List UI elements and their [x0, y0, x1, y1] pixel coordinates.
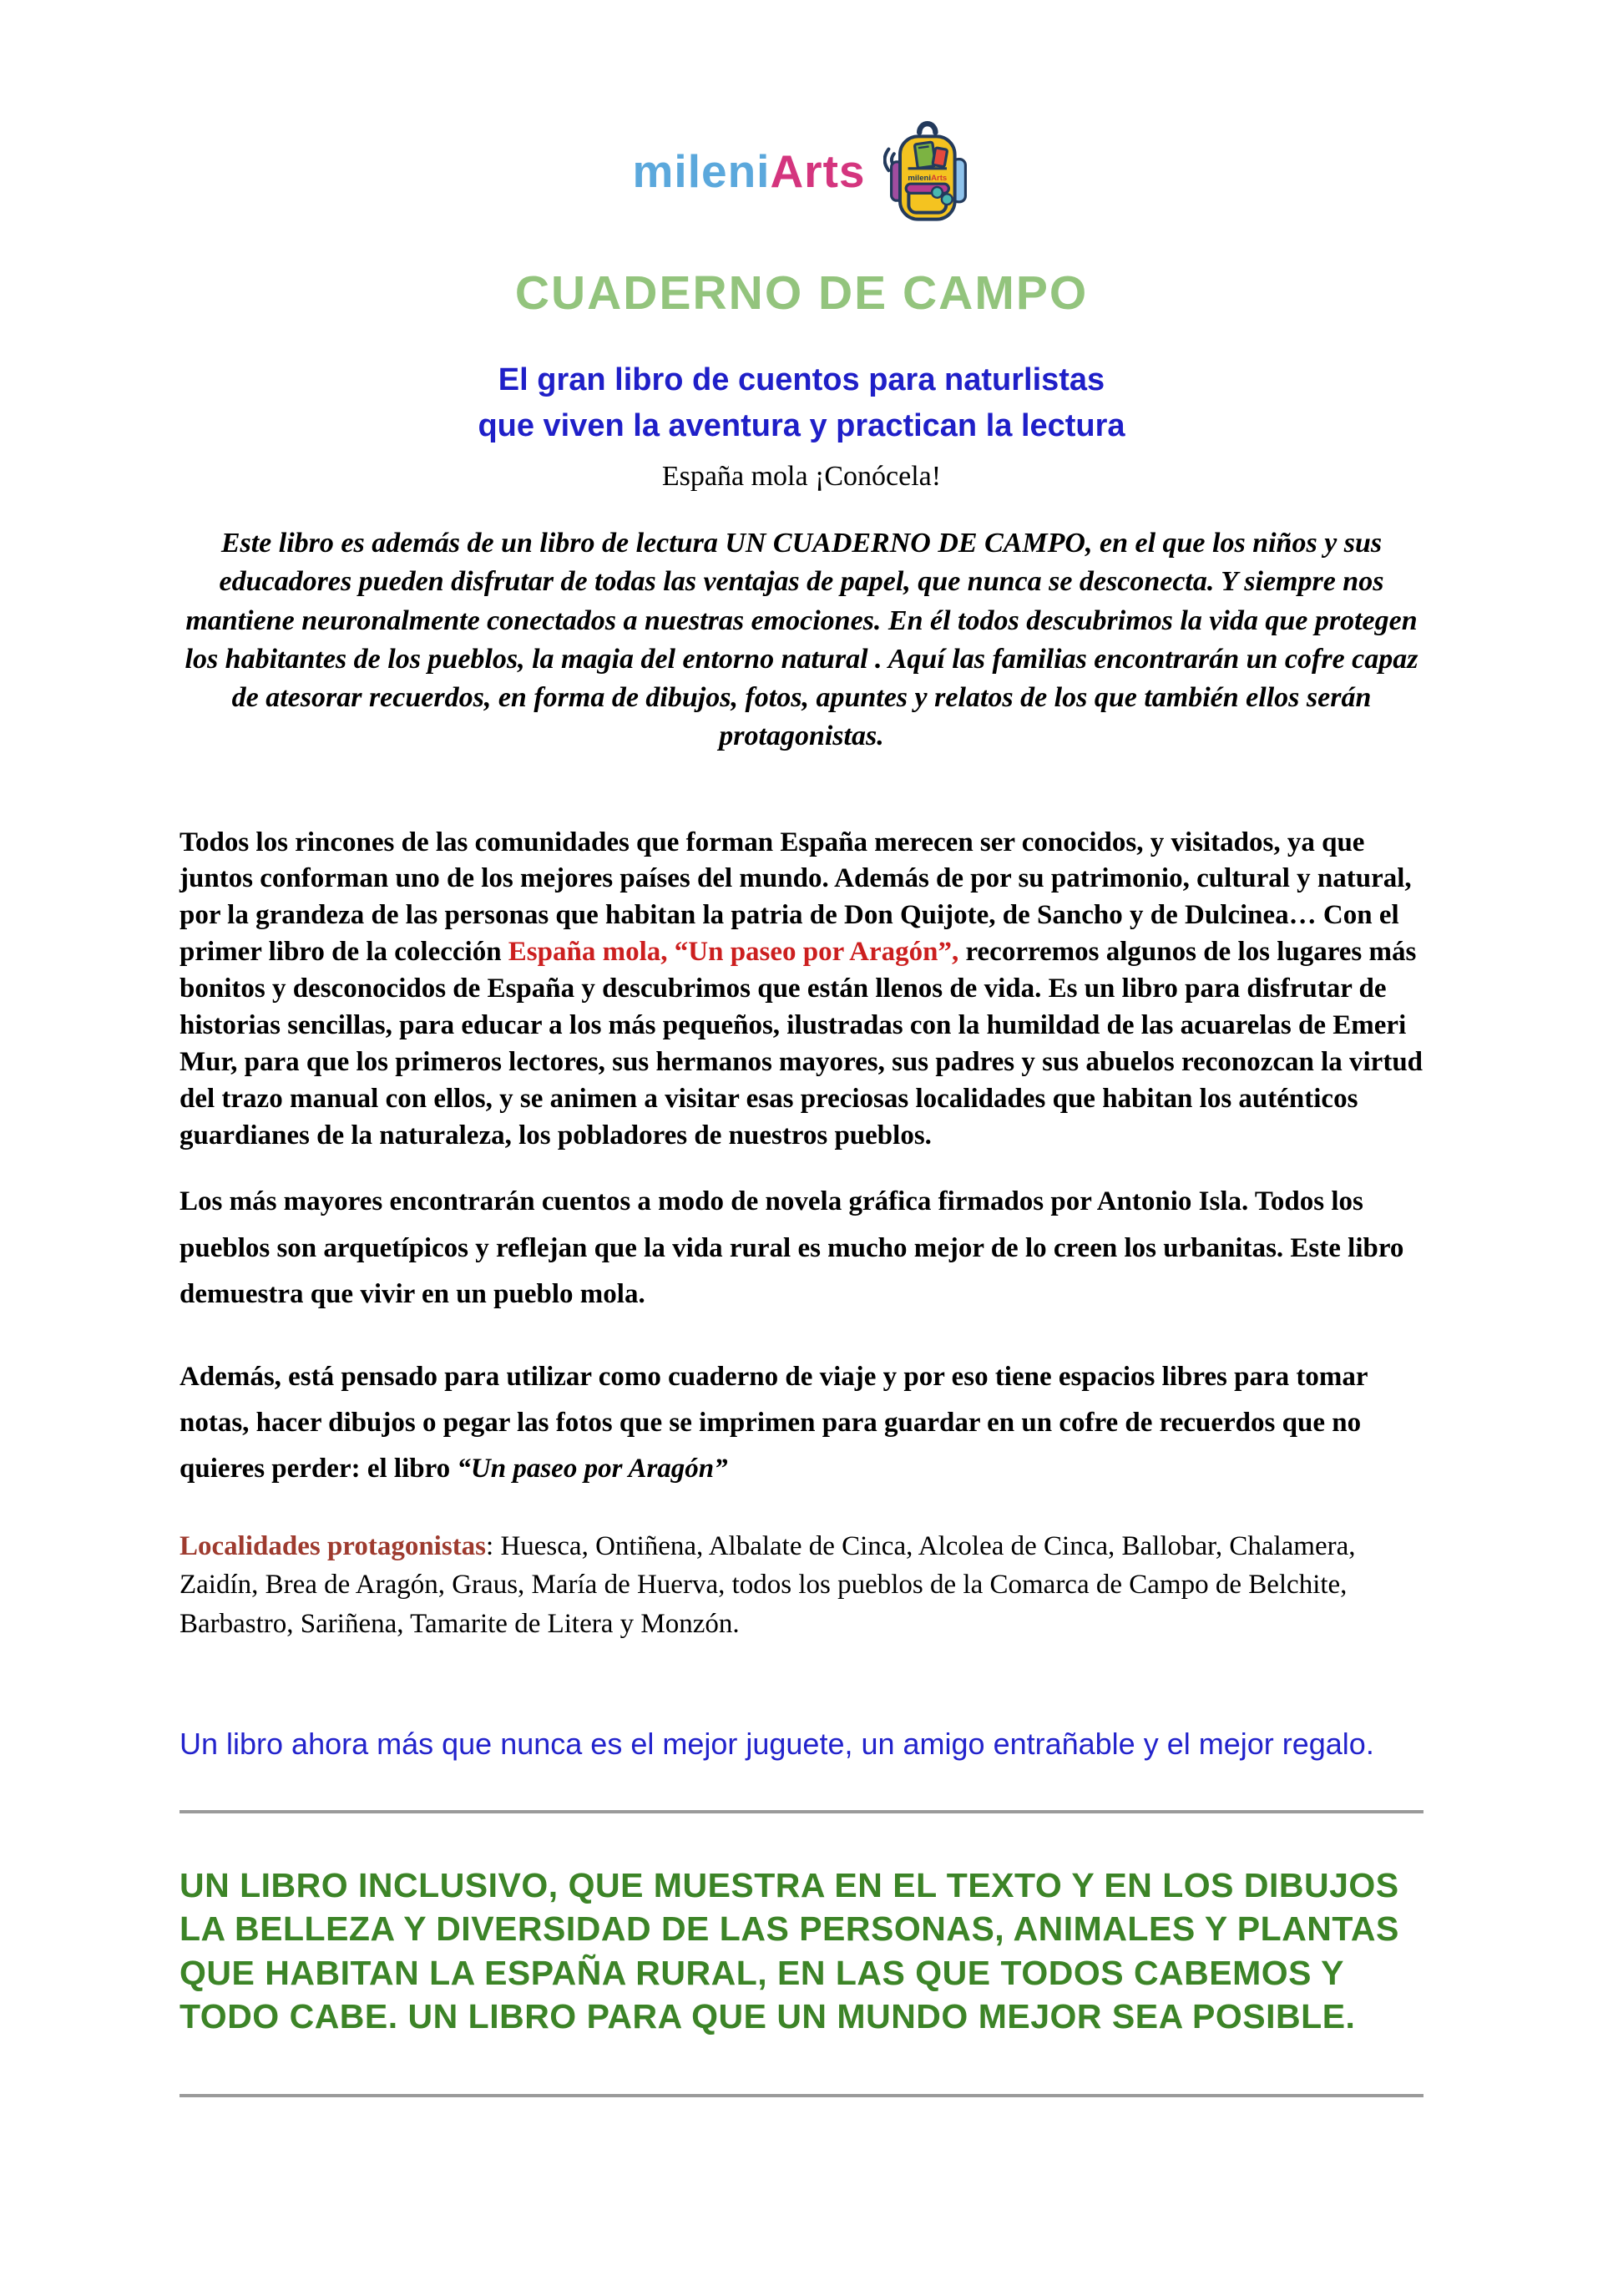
- blue-highlight-sentence: Un libro ahora más que nunca es el mejor juguete, un amigo entrañable y el mejor regalo.: [180, 1726, 1374, 1761]
- brand-wordmark: [633, 144, 866, 198]
- body-paragraph-1-text-cont: recorremos algunos de los lugares más bonitos y desconocidos de España y descubrimos que están llenos de vida. Es un libro para disfrutar de historias sencillas, para educar a los más pequeños, ilustradas con la humildad de las acuarelas de Emeri Mur, para que los primeros lectores, sus hermanos mayores, sus padres y sus abuelos reconozcan la virtud del trazo manual con ellos, y se animen a visitar esas preciosas localidades que habitan los auténticos guardianes de la naturaleza, los pobladores de nuestros pueblos.: [180, 937, 1423, 1151]
- body-paragraph-3-text: Además, está pensado para utilizar como cuaderno de viaje y por eso tiene espacios libres para tomar notas, hacer dibujos o pegar las fotos que se imprimen para guardar en un cofre de recuerdos que no quieres perder: el libro: [180, 1361, 1368, 1484]
- intro-paragraph: Este libro es además de un libro de lectura UN CUADERNO DE CAMPO, en el que los niños y sus educadores pueden disfrutar de todas las ventajas de papel, que nunca se desconecta. Y siempre nos mantiene neuronalmente conectados a nuestras emociones. En él todos descubrimos la vida que protegen los habitantes de los pueblos, la magia del entorno natural . Aquí las familias encontrarán un cofre capaz de atesorar recuerdos, en forma de dibujos, fotos, apuntes y relatos de los que también ellos serán protagonistas.: [185, 528, 1418, 752]
- subtitle-line-2: que viven la aventura y practican la lectura: [478, 408, 1125, 444]
- page-subtitle: [180, 357, 1423, 449]
- logo: [180, 0, 1423, 250]
- localidades-label: Localidades protagonistas: [180, 1531, 487, 1562]
- body-paragraph-3: [180, 1354, 1423, 1492]
- divider-bottom: [180, 2094, 1423, 2097]
- divider-top: [180, 1810, 1423, 1813]
- backpack-logo-icon: [883, 108, 970, 235]
- body-paragraph-1: [180, 825, 1423, 1155]
- subtitle-line-1: El gran libro de cuentos para naturlistas: [498, 362, 1105, 397]
- localidades-list: : Huesca, Ontiñena, Albalate de Cinca, Alcolea de Cinca, Ballobar, Chalamera, Zaidín, Brea de Aragón, Graus, María de Huerva, todos los pueblos de la Comarca de Campo de Belchite, Barbastro, Sariñena, Tamarite de Litera y Monzón.: [180, 1531, 1356, 1639]
- body-paragraph-2: Los más mayores encontrarán cuentos a modo de novela gráfica firmados por Antonio Isla. Todos los pueblos son arquetípicos y reflejan que la vida rural es mucho mejor de lo creen los urbanitas. Este libro demuestra que vivir en un pueblo mola.: [180, 1186, 1404, 1309]
- collection-name-highlight: España mola, “Un paseo por Aragón”,: [508, 937, 959, 968]
- brand-wordmark-arts: Arts: [770, 145, 866, 197]
- body-paragraph-1-text: Todos los rincones de las comunidades que forman España merecen ser conocidos, y visitados, ya que juntos conforman uno de los mejores países del mundo. Además de por su patrimonio, cultural y natural, por la grandeza de las personas que habitan la patria de Don Quijote, de Sancho y de Dulcinea… Con el primer libro de la colección: [180, 827, 1412, 968]
- brand-wordmark-mileni: mileni: [632, 145, 771, 197]
- green-highlight-block: UN LIBRO INCLUSIVO, QUE MUESTRA EN EL TEXTO Y EN LOS DIBUJOS LA BELLEZA Y DIVERSIDAD DE LAS PERSONAS, ANIMALES Y PLANTAS QUE HABITAN LA ESPAÑA RURAL, EN LAS QUE TODOS CABEMOS Y TODO CABE. UN LIBRO PARA QUE UN MUNDO MEJOR SEA POSIBLE.: [180, 1865, 1399, 2036]
- book-title-italic: “Un paseo por Aragón”: [457, 1454, 728, 1484]
- localidades-paragraph: [180, 1527, 1423, 1643]
- backpack-badge-text: mileniArts: [908, 174, 948, 184]
- page-title: CUADERNO DE CAMPO: [514, 266, 1089, 320]
- collection-tagline: España mola ¡Conócela!: [661, 461, 942, 493]
